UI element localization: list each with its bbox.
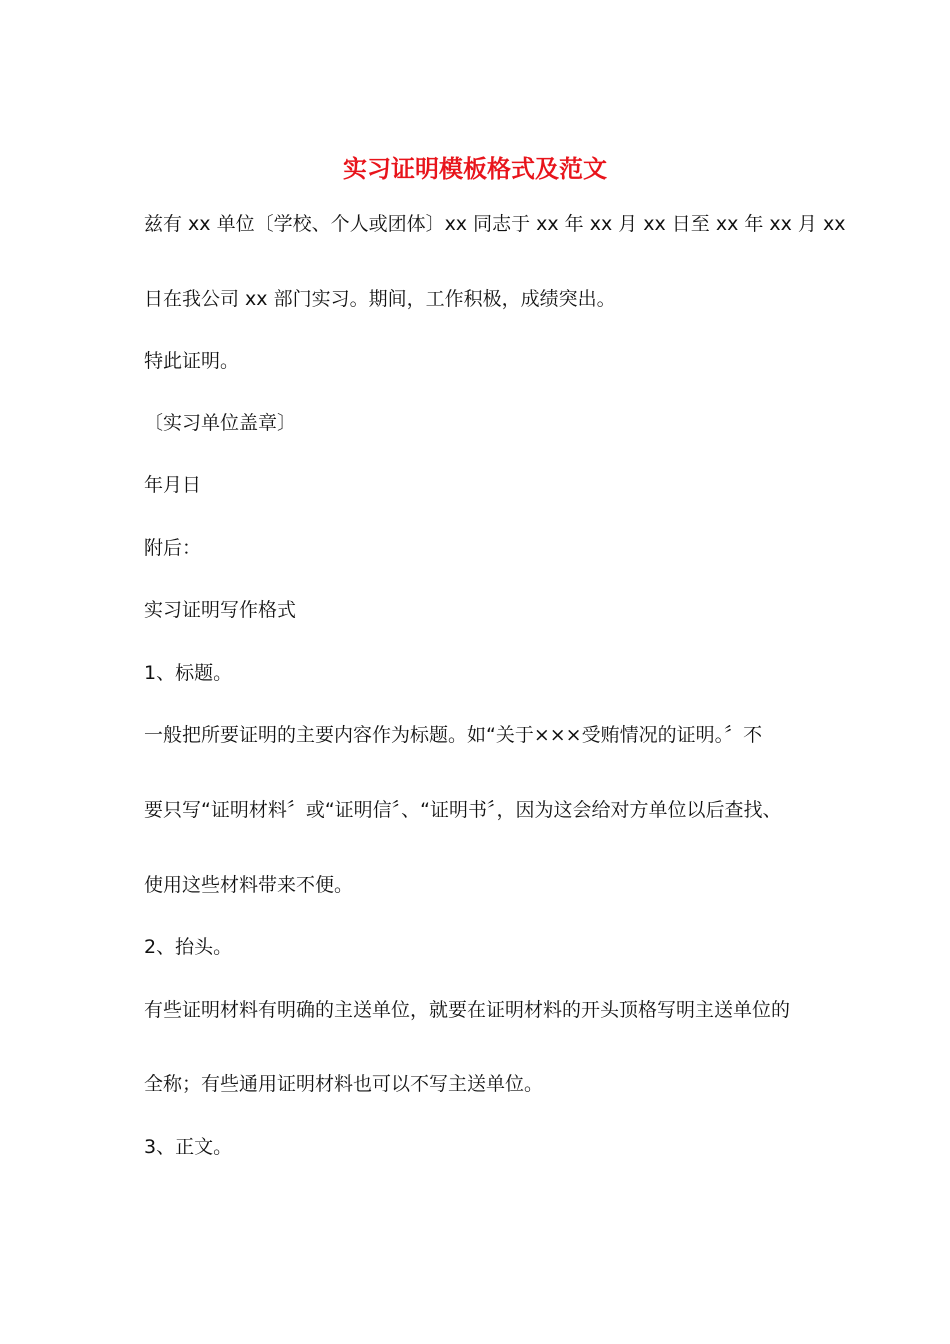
body-line-13: 有些证明材料有明确的主送单位，就要在证明材料的开头顶格写明主送单位的 xyxy=(144,999,791,1021)
body-line-5: 年月日 xyxy=(144,474,202,496)
item-heading-3: 3、正文。 xyxy=(144,1136,233,1158)
body-line-2: 日在我公司 xx 部门实习。期间，工作积极，成绩突出。 xyxy=(144,288,616,310)
body-line-11: 使用这些材料带来不便。 xyxy=(144,874,354,896)
section-heading: 实习证明写作格式 xyxy=(144,599,297,621)
body-line-4: 〔实习单位盖章〕 xyxy=(144,412,297,434)
item-heading-1: 1、标题。 xyxy=(144,662,233,684)
body-line-14: 全称；有些通用证明材料也可以不写主送单位。 xyxy=(144,1073,544,1095)
item-heading-2: 2、抬头。 xyxy=(144,936,233,958)
body-line-10: 要只写“证明材料〞或“证明信〞、“证明书〞，因为这会给对方单位以后查找、 xyxy=(144,799,782,821)
body-line-1: 兹有 xx 单位〔学校、个人或团体〕xx 同志于 xx 年 xx 月 xx 日至 xx 年 xx 月 xx xyxy=(144,213,846,235)
body-line-6: 附后： xyxy=(144,537,202,559)
body-line-3: 特此证明。 xyxy=(144,350,240,372)
body-line-9: 一般把所要证明的主要内容作为标题。如“关于×××受贿情况的证明。〞不 xyxy=(144,724,763,746)
document-title: 实习证明模板格式及范文 xyxy=(343,154,607,183)
